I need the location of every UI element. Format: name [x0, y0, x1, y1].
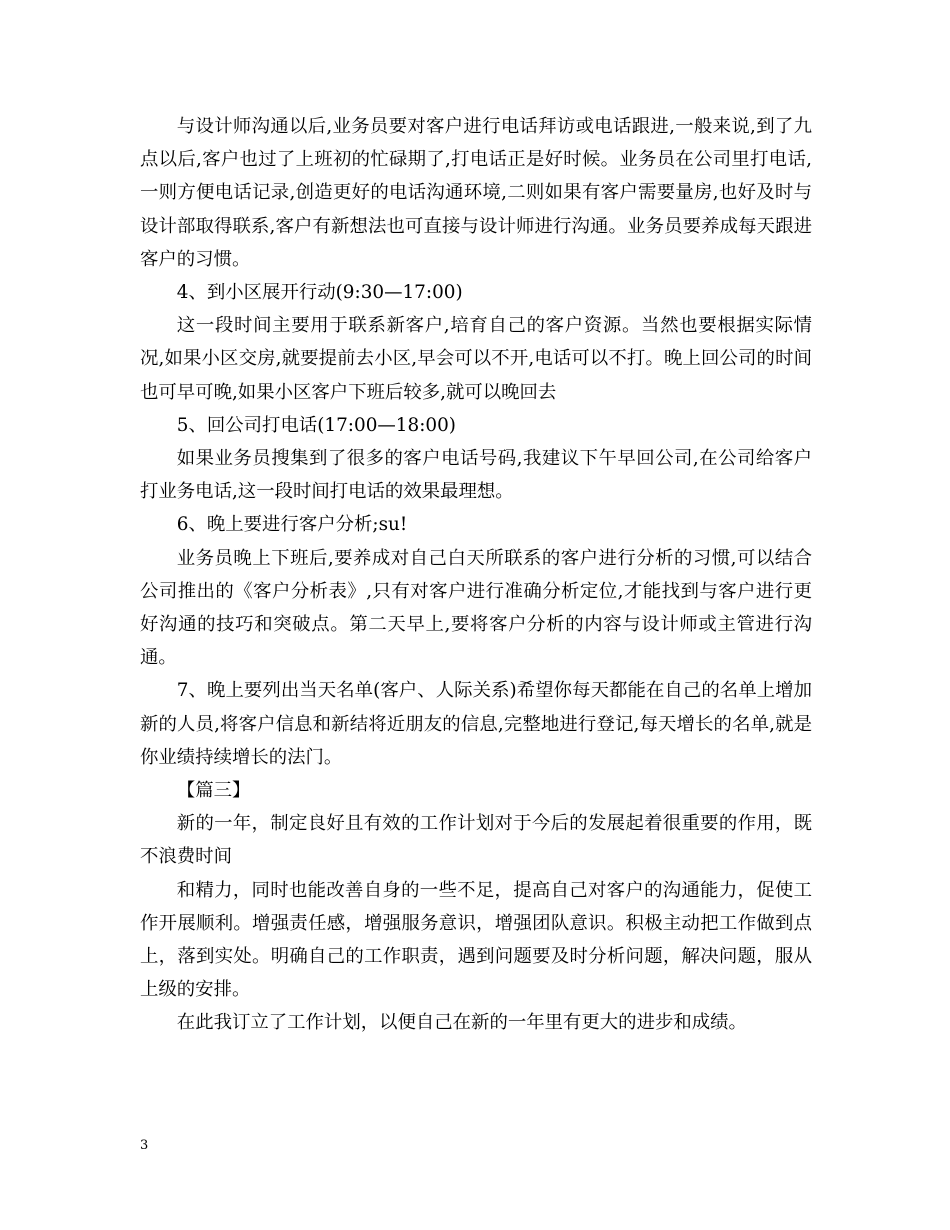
heading-community-action: 4、到小区展开行动(9:30—17:00)	[176, 282, 463, 304]
section-heading-part-three: 【篇三】	[176, 780, 251, 802]
paragraph-conclusion: 在此我订立了工作计划，以便自己在新的一年里有更大的进步和成绩。	[176, 1012, 747, 1034]
document-body	[140, 110, 812, 1040]
paragraph-new-year-plan: 新的一年，制定良好且有效的工作计划对于今后的发展起着很重要的作用，既不浪费时间	[140, 813, 812, 868]
paragraph-daily-list: 7、晚上要列出当天名单(客户、人际关系)希望你每天都能在自己的名单上增加新的人员,将客户信息和新结将近朋友的信息,完整地进行登记,每天增长的名单,就是你业绩持续增长的法门。	[140, 680, 812, 768]
paragraph-phone-followup: 与设计师沟通以后,业务员要对客户进行电话拜访或电话跟进,一般来说,到了九点以后,客户也过了上班初的忙碌期了,打电话正是好时候。业务员在公司里打电话,一则方便电话记录,创造更好的电话沟通环境,二则如果有客户需要量房,也好及时与设计部取得联系,客户有新想法也可直接与设计师进行沟通。业务员要养成每天跟进客户的习惯。	[140, 116, 812, 270]
paragraph-new-clients: 这一段时间主要用于联系新客户,培育自己的客户资源。当然也要根据实际情况,如果小区交房,就要提前去小区,早会可以不开,电话可以不打。晚上回公司的时间也可早可晚,如果小区客户下班后较多,就可以晚回去	[140, 315, 812, 403]
paragraph-improvement: 和精力，同时也能改善自身的一些不足，提高自己对客户的沟通能力，促使工作开展顺利。增强责任感，增强服务意识，增强团队意识。积极主动把工作做到点上，落到实处。明确自己的工作职责，遇到问题要及时分析问题，解决问题，服从上级的安排。	[140, 879, 812, 1001]
page-number: 3	[140, 1138, 149, 1153]
paragraph-client-analysis: 业务员晚上下班后,要养成对自己白天所联系的客户进行分析的习惯,可以结合公司推出的《客户分析表》,只有对客户进行准确分析定位,才能找到与客户进行更好沟通的技巧和突破点。第二天早上,要将客户分析的内容与设计师或主管进行沟通。	[140, 547, 812, 669]
heading-return-office: 5、回公司打电话(17:00—18:00)	[176, 414, 456, 436]
heading-evening-analysis: 6、晚上要进行客户分析;su!	[176, 514, 408, 536]
paragraph-afternoon-calls: 如果业务员搜集到了很多的客户电话号码,我建议下午早回公司,在公司给客户打业务电话,这一段时间打电话的效果最理想。	[140, 448, 812, 503]
